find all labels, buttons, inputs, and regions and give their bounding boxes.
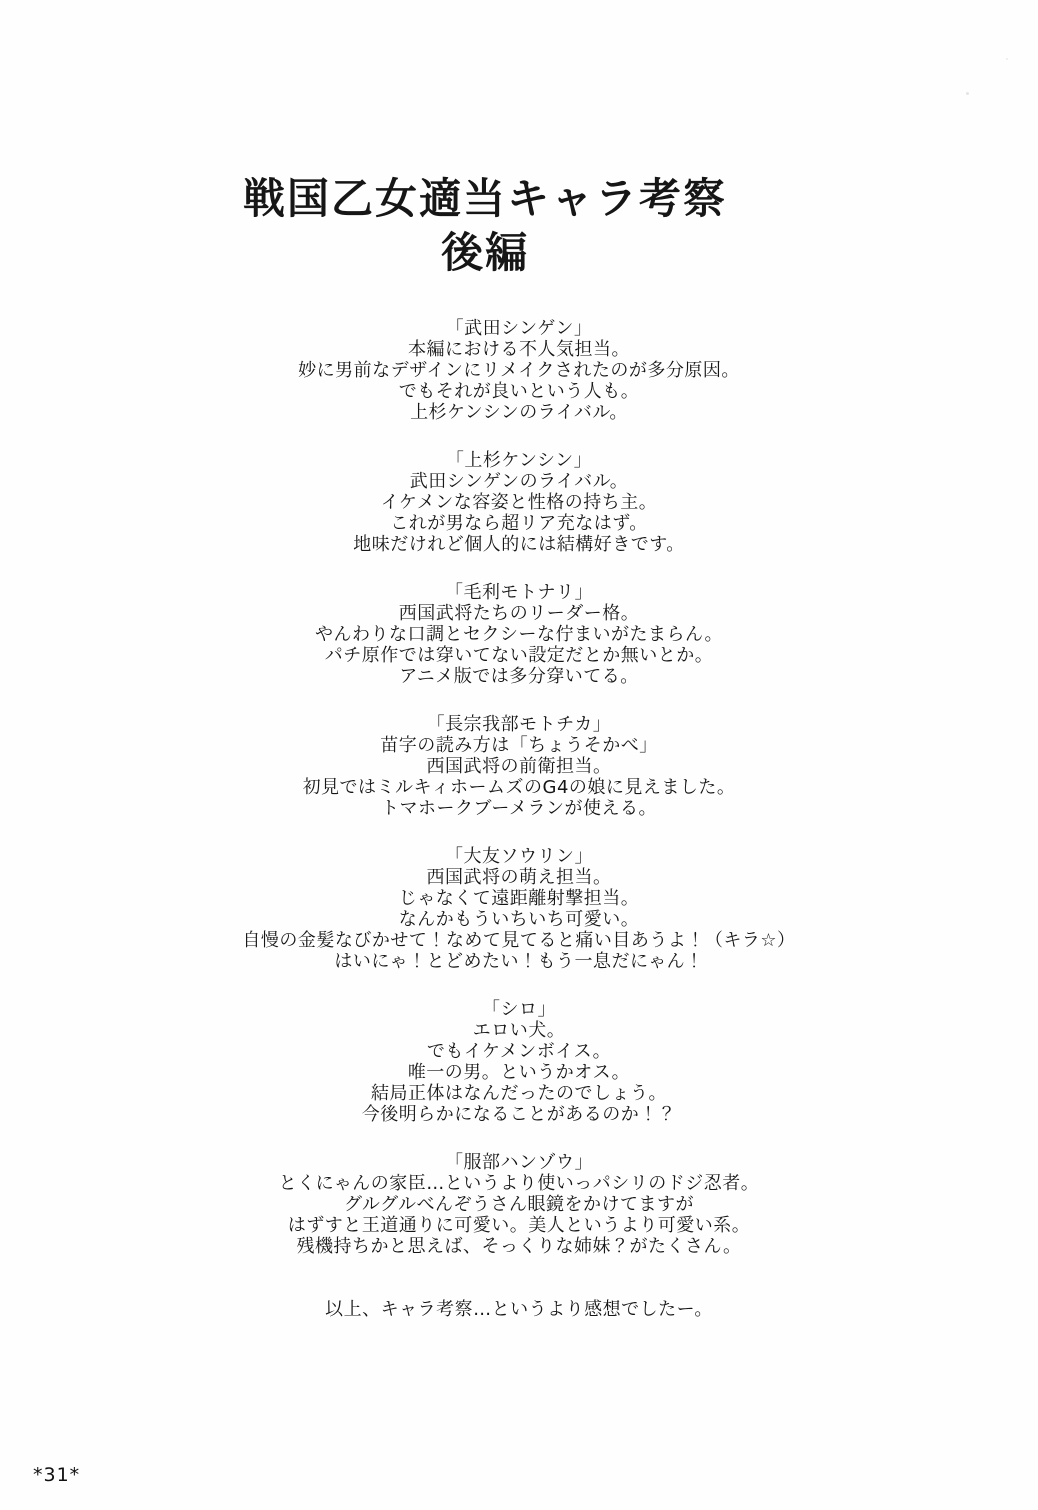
section-shiro	[0, 999, 1038, 1125]
section-heading: 「大友ソウリン」	[445, 846, 593, 867]
section-line: 苗字の読み方は「ちょうそかべ」	[380, 735, 658, 756]
section-line: でもそれが良いという人も。	[398, 381, 640, 402]
section-heading: 「長宗我部モトチカ」	[426, 714, 612, 735]
section-line: 唯一の男。というかオス。	[407, 1062, 631, 1083]
section-line: とくにゃんの家臣…というより使いっパシリのドジ忍者。	[278, 1173, 760, 1194]
section-line: 自慢の金髪なびかせて！なめて見てると痛い目あうよ！（キラ☆）	[242, 930, 796, 951]
section-heading: 「毛利モトナリ」	[445, 582, 593, 603]
section-line: 西国武将の萌え担当。	[426, 867, 612, 888]
section-line: なんかもういちいち可愛い。	[398, 909, 640, 930]
section-chousokabe-motochika	[0, 714, 1038, 819]
section-uesugi-kenshin	[0, 450, 1038, 555]
section-mouri-motonari	[0, 582, 1038, 687]
section-line: 西国武将たちのリーダー格。	[398, 603, 640, 624]
section-heading: 「上杉ケンシン」	[445, 450, 593, 471]
section-line: これが男なら超リア充なはず。	[390, 513, 648, 534]
section-line: 初見ではミルキィホームズのG4の娘に見えました。	[302, 777, 736, 798]
section-line: じゃなくて遠距離射撃担当。	[398, 888, 640, 909]
section-line: 西国武将の前衛担当。	[426, 756, 612, 777]
title-line-2: 後編	[440, 228, 529, 277]
section-line: トマホークブーメランが使える。	[380, 798, 658, 819]
title-line-1: 戦国乙女適当キャラ考察	[242, 174, 727, 223]
section-ootomo-sourin	[0, 846, 1038, 972]
section-line: パチ原作では穿いてない設定だとか無いとか。	[324, 645, 714, 666]
page-title	[0, 0, 1004, 280]
section-line: 本編における不人気担当。	[408, 339, 630, 360]
section-line: グルグルべんぞうさん眼鏡をかけてますが	[343, 1194, 695, 1215]
section-line: 上杉ケンシンのライバル。	[410, 402, 628, 423]
section-line: 地味だけれど個人的には結構好きです。	[353, 534, 685, 555]
section-line: でもイケメンボイス。	[426, 1041, 612, 1062]
section-line: 今後明らかになることがあるのか！？	[361, 1104, 677, 1125]
section-heading: 「武田シンゲン」	[445, 318, 593, 339]
section-heading: 「シロ」	[482, 999, 556, 1020]
section-line: はずすと王道通りに可愛い。美人というより可愛い系。	[287, 1215, 751, 1236]
closing-line: 以上、キャラ考察…というより感想でしたー。	[325, 1299, 713, 1320]
section-heading: 「服部ハンゾウ」	[445, 1152, 593, 1173]
section-hattori-hanzou	[0, 1152, 1038, 1257]
section-line: 残機持ちかと思えば、そっくりな姉妹？がたくさん。	[296, 1236, 742, 1257]
section-line: 結局正体はなんだったのでしょう。	[371, 1083, 667, 1104]
scan-speck	[1006, 58, 1008, 60]
scan-speck	[966, 92, 969, 95]
character-commentary	[0, 318, 1038, 1320]
section-line: はいにゃ！とどめたい！もう一息だにゃん！	[334, 951, 704, 972]
section-line: やんわりな口調とセクシーな佇まいがたまらん。	[314, 624, 724, 645]
section-line: アニメ版では多分穿いてる。	[399, 666, 639, 687]
scan-speck	[617, 897, 619, 899]
section-line: エロい犬。	[472, 1020, 566, 1041]
page-number: *31*	[33, 1464, 81, 1486]
section-line: 妙に男前なデザインにリメイクされたのが多分原因。	[298, 360, 740, 381]
section-takeda-shingen	[0, 318, 1038, 423]
section-line: イケメンな容姿と性格の持ち主。	[380, 492, 658, 513]
section-line: 武田シンゲンのライバル。	[409, 471, 629, 492]
